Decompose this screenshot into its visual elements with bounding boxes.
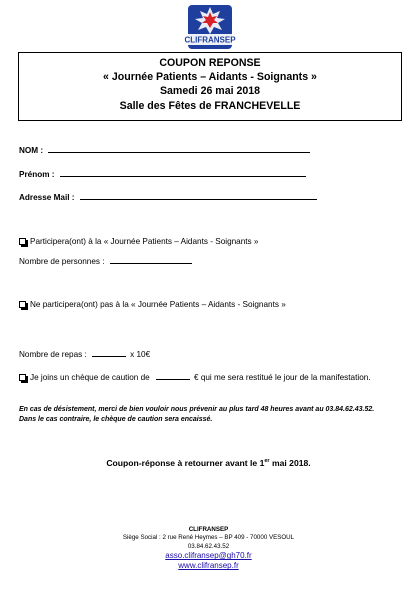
notice-line-2: Dans le cas contraire, le chèque de caution sera encaissé.: [19, 416, 213, 423]
email-row: [19, 192, 317, 202]
cancellation-notice: [19, 405, 399, 425]
footer-address: Siège Social : 2 rue René Heymes – BP 409 - 70000 VESOUL: [122, 534, 295, 542]
nom-label: NOM :: [19, 146, 44, 155]
event-date: Samedi 26 mai 2018: [159, 85, 261, 98]
return-sup: er: [264, 458, 270, 465]
prenom-field[interactable]: [60, 169, 306, 177]
meals-label: Nombre de repas :: [19, 350, 87, 359]
participate-checkbox[interactable]: [19, 238, 26, 245]
cheque-checkbox[interactable]: [19, 374, 26, 381]
persons-label: Nombre de personnes :: [19, 257, 105, 266]
cheque-row: [19, 372, 371, 382]
persons-field[interactable]: [110, 256, 192, 264]
clifransep-logo: [184, 4, 236, 52]
cheque-label-start: Je joins un chèque de caution de: [30, 373, 150, 382]
not-participate-row: [19, 300, 286, 309]
meals-price: x 10€: [130, 350, 151, 359]
prenom-row: [19, 169, 306, 179]
return-deadline: [0, 458, 417, 468]
email-label: Adresse Mail :: [19, 193, 75, 202]
persons-row: [19, 256, 192, 266]
return-text-end: mai 2018.: [269, 458, 311, 468]
footer-website-link[interactable]: www.clifransep.fr: [178, 561, 239, 571]
footer-email-link[interactable]: asso.clifransep@gh70.fr: [165, 551, 252, 561]
coupon-header: [18, 52, 402, 121]
cheque-amount-field[interactable]: [156, 372, 190, 380]
event-venue: Salle des Fêtes de FRANCHEVELLE: [119, 99, 301, 112]
nom-row: [19, 145, 310, 155]
footer: [0, 526, 417, 571]
coupon-title: COUPON REPONSE: [159, 57, 261, 69]
footer-org: CLIFRANSEP: [188, 526, 229, 533]
nom-field[interactable]: [48, 145, 310, 153]
return-text: Coupon-réponse à retourner avant le 1: [106, 458, 265, 468]
event-name: « Journée Patients – Aidants - Soignants »: [103, 71, 317, 84]
logo-text: CLIFRANSEP: [184, 35, 236, 45]
footer-phone: 03.84.62.43.52: [187, 542, 230, 550]
prenom-label: Prénom :: [19, 170, 55, 179]
notice-line-1: En cas de désistement, merci de bien vouloir nous prévenir au plus tard 48 heures avant au 03.84.62.43.52.: [19, 406, 375, 413]
not-participate-label: Ne participera(ont) pas à la « Journée Patients – Aidants - Soignants »: [30, 300, 286, 309]
participate-label: Participera(ont) à la « Journée Patients – Aidants - Soignants »: [30, 237, 259, 246]
email-field[interactable]: [80, 192, 317, 200]
meals-row: [19, 349, 150, 359]
meals-field[interactable]: [92, 349, 126, 357]
participate-row: [19, 237, 258, 246]
not-participate-checkbox[interactable]: [19, 301, 26, 308]
cheque-label-end: € qui me sera restitué le jour de la manifestation.: [194, 373, 371, 382]
